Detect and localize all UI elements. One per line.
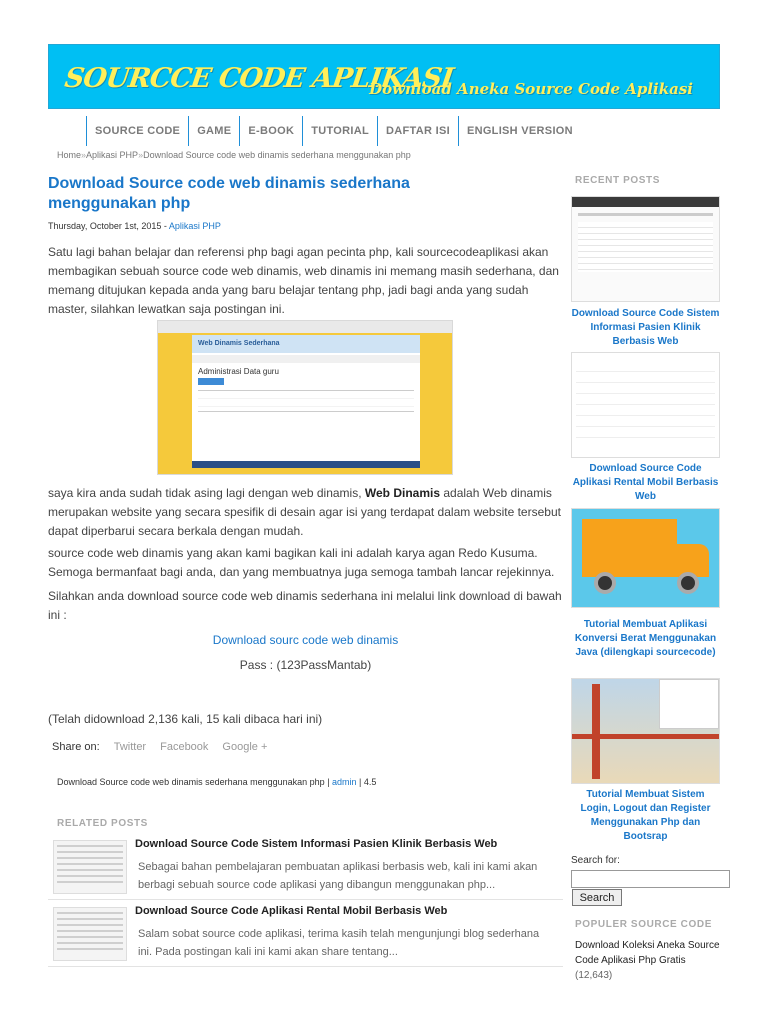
breadcrumb-separator: » [138, 150, 144, 160]
related-post-thumbnail[interactable] [53, 907, 127, 961]
screenshot-heading: Web Dinamis Sederhana [192, 335, 420, 353]
share-facebook[interactable]: Facebook [160, 741, 209, 753]
share-bar [52, 741, 267, 753]
author-link[interactable]: admin [332, 777, 357, 787]
post-paragraph-4: Silahkan anda download source code web dinamis sederhana ini melalui link download di bawah ini : [48, 589, 562, 622]
search-button[interactable]: Search [572, 889, 622, 906]
recent-post-title[interactable]: Tutorial Membuat Sistem Login, Logout dan Register Menggunakan Php dan Bootsrap [580, 789, 711, 842]
screenshot-menu [192, 355, 420, 363]
download-stats: (Telah didownload 2,136 kali, 15 kali dibaca hari ini) [48, 712, 323, 726]
download-link[interactable]: Download sourc code web dinamis [212, 633, 399, 647]
recent-posts-heading: RECENT POSTS [575, 175, 660, 186]
browser-toolbar [158, 321, 452, 333]
recent-post-title[interactable]: Download Source Code Sistem Informasi Pasien Klinik Berbasis Web [571, 308, 720, 347]
nav-item-game[interactable]: GAME [188, 116, 239, 146]
post-category-link[interactable]: Aplikasi PHP [168, 221, 221, 231]
post-paragraph-2 [48, 484, 563, 541]
screenshot-page [192, 335, 420, 468]
related-post-item[interactable] [48, 905, 563, 967]
related-post-excerpt: Sebagai bahan pembelajaran pembuatan aplikasi berbasis web, kali ini kami akan berbagi sebuah source code aplikasi yang dibangun menggunakan php... [138, 861, 538, 891]
screenshot-footer [192, 461, 420, 468]
post-footer-meta [57, 777, 376, 787]
post-paragraph-1: Satu lagi bahan belajar dan referensi php bagi agan pecinta php, kali sourcecodeaplikasi akan membagikan sebuah source code web dinamis, web dinamis ini memang masih sederhana, dan memang ditujukan kepada anda yang baru belajar tentang php, jadi bagi anda yang sudah master, silahkan lewatkan saja postingan ini. [48, 245, 559, 316]
site-tagline: Download Aneka Source Code Aplikasi [369, 80, 693, 98]
paragraph-text: saya kira anda sudah tidak asing lagi dengan web dinamis, [48, 486, 365, 500]
related-posts-heading: RELATED POSTS [57, 818, 148, 829]
breadcrumb-current: Download Source code web dinamis sederhana menggunakan php [143, 150, 411, 160]
share-twitter[interactable]: Twitter [113, 741, 147, 753]
breadcrumb [57, 150, 411, 160]
recent-post-thumbnail[interactable] [571, 196, 720, 302]
search-label: Search for: [571, 855, 620, 866]
share-google-plus[interactable]: Google + [222, 741, 268, 753]
site-title[interactable]: SOURCCE CODE APLIKASI [62, 63, 455, 94]
related-post-thumbnail[interactable] [53, 840, 127, 894]
recent-post-title[interactable]: Tutorial Membuat Aplikasi Konversi Berat Menggunakan Java (dilengkapi sourcecode) [574, 619, 717, 658]
nav-item-daftar-isi[interactable]: DAFTAR ISI [377, 116, 458, 146]
web-dinamis-bold: Web Dinamis [364, 486, 441, 500]
recent-post-thumbnail[interactable] [571, 678, 720, 784]
screenshot-table [198, 390, 414, 412]
post-screenshot [157, 320, 453, 475]
nav-item-ebook[interactable]: E-BOOK [239, 116, 302, 146]
related-post-item[interactable] [48, 838, 563, 900]
recent-post-title[interactable]: Download Source Code Aplikasi Rental Mobil Berbasis Web [572, 463, 719, 502]
paragraph-text: adalah Web dinamis merupakan website yang secara spesifik di desain agar isi yang terdapat dalam website tersebut dapat diperbarui secara berkala dengan mudah. [48, 486, 561, 538]
related-post-title[interactable]: Download Source Code Aplikasi Rental Mobil Berbasis Web [135, 905, 448, 917]
screenshot-subtitle: Administrasi Data guru [198, 367, 279, 376]
post-footer-title: Download Source code web dinamis sederhana menggunakan php [57, 777, 325, 787]
post-paragraph-3: source code web dinamis yang akan kami bagikan kali ini adalah karya agan Redo Kusuma. Semoga bermanfaat bagi anda, dan yang membuatnya juga semoga tambah lancar rejekinnya. [48, 546, 555, 579]
meta-separator: | [356, 777, 364, 787]
popular-item-title[interactable]: Download Koleksi Aneka Source Code Aplikasi Php Gratis [575, 940, 720, 966]
share-label: Share on: [52, 741, 100, 753]
post-date: Thursday, October 1st, 2015 - [48, 221, 169, 231]
related-post-excerpt: Salam sobat source code aplikasi, terima kasih telah mengunjungi blog sederhana ini. Pada postingan kali ini kami akan share tentang... [138, 928, 540, 958]
breadcrumb-separator: » [81, 150, 87, 160]
recent-post-thumbnail[interactable] [571, 352, 720, 458]
nav-item-source-code[interactable]: SOURCE CODE [86, 116, 188, 146]
breadcrumb-home[interactable]: Home [57, 150, 82, 160]
site-header-banner [48, 44, 720, 109]
post-meta [48, 221, 221, 231]
popular-item-count: (12,643) [575, 970, 613, 981]
search-input[interactable] [571, 870, 730, 888]
popular-heading: POPULER SOURCE CODE [575, 919, 712, 930]
recent-post-thumbnail[interactable] [571, 508, 720, 608]
meta-separator: | [324, 777, 333, 787]
main-nav [86, 116, 581, 146]
breadcrumb-category[interactable]: Aplikasi PHP [86, 150, 139, 160]
popular-item [575, 938, 725, 983]
nav-item-english-version[interactable]: ENGLISH VERSION [458, 116, 581, 146]
post-title[interactable]: Download Source code web dinamis sederhana menggunakan php [48, 175, 410, 212]
screenshot-button [198, 378, 224, 385]
related-post-title[interactable]: Download Source Code Sistem Informasi Pasien Klinik Berbasis Web [135, 838, 498, 850]
post-rating: 4.5 [363, 777, 377, 787]
nav-item-tutorial[interactable]: TUTORIAL [302, 116, 377, 146]
download-password: Pass : (123PassMantab) [239, 658, 372, 672]
download-row [48, 633, 563, 647]
